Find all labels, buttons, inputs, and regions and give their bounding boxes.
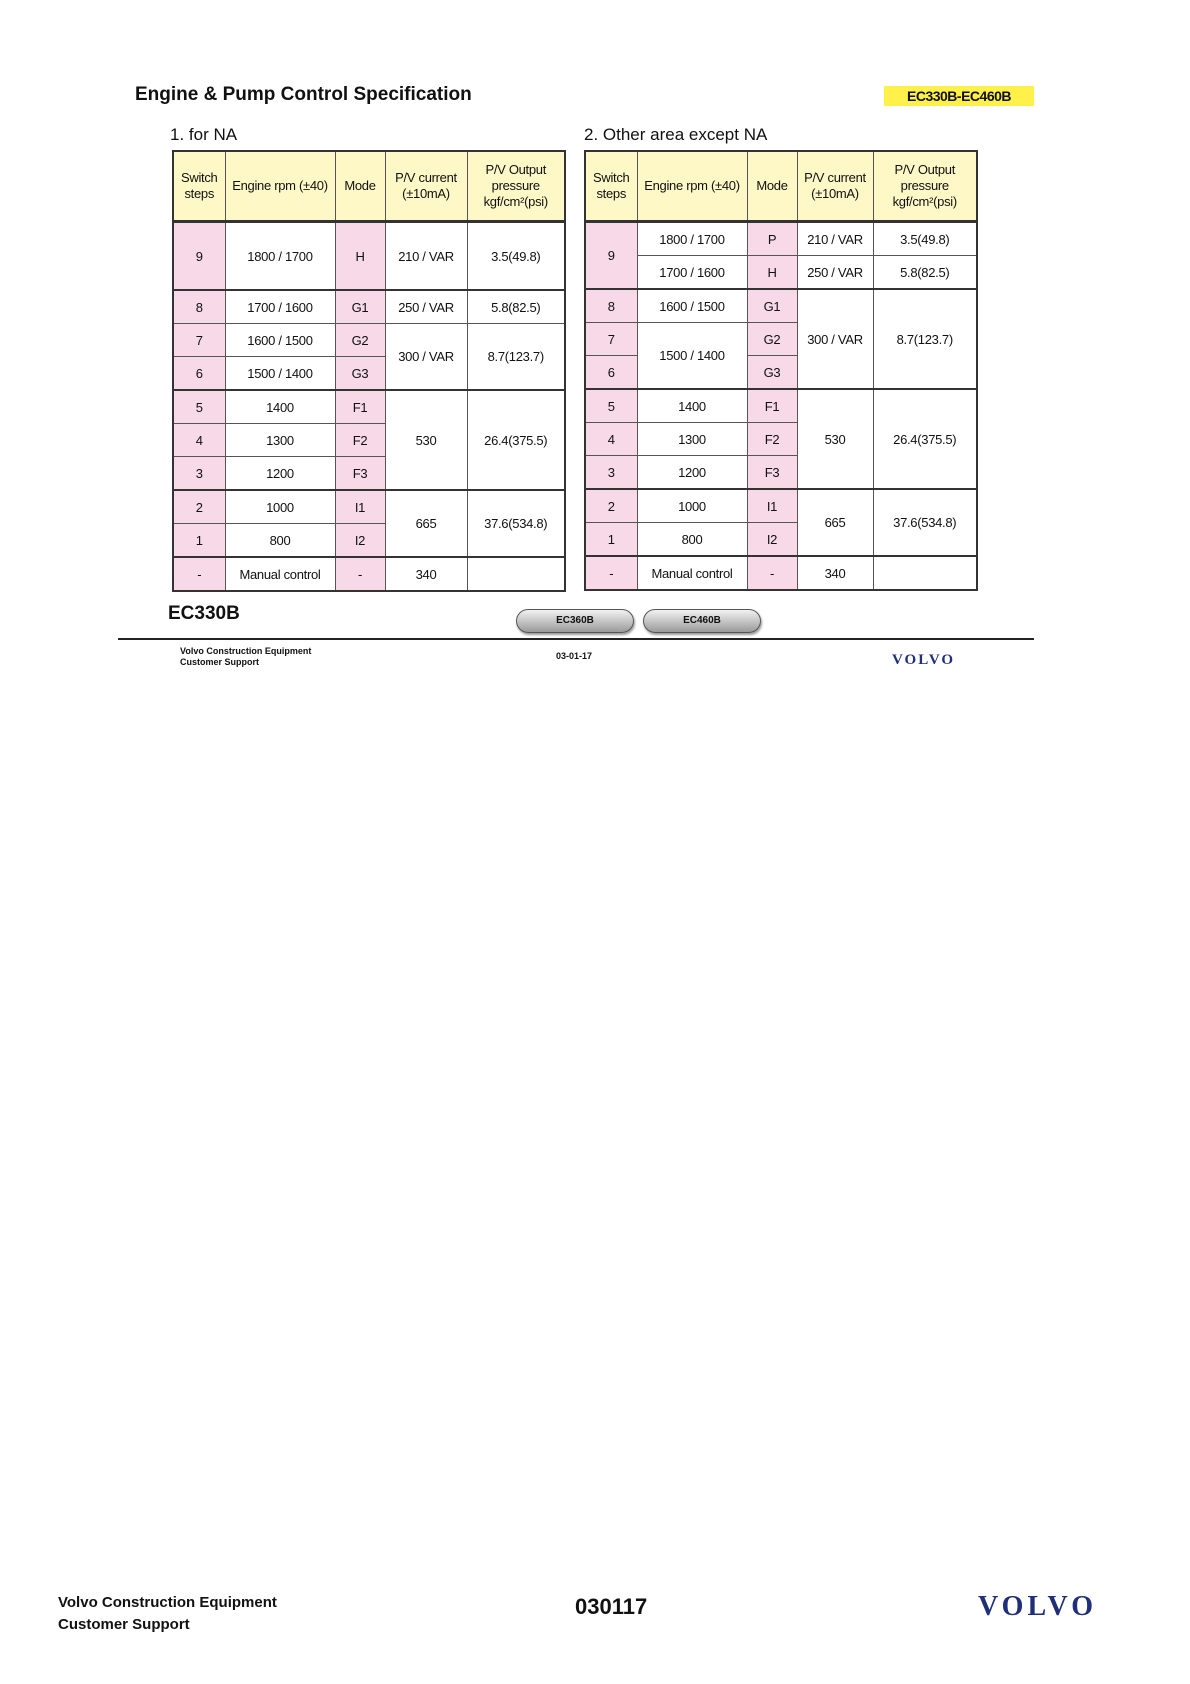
cell-rpm: 1000 <box>637 489 747 523</box>
cell-rpm: 1300 <box>637 423 747 456</box>
cell-mode: - <box>335 557 385 591</box>
cell-step: 7 <box>173 324 225 357</box>
cell-rpm: 1400 <box>637 389 747 423</box>
cell-mode: F3 <box>335 457 385 491</box>
cell-step: 4 <box>173 424 225 457</box>
cell-step: 6 <box>585 356 637 390</box>
cell-step: 8 <box>173 290 225 324</box>
header-pv-output: P/V Output pressure kgf/cm²(psi) <box>467 151 565 222</box>
cell-rpm: 1400 <box>225 390 335 424</box>
cell-step: - <box>173 557 225 591</box>
cell-pressure: 5.8(82.5) <box>467 290 565 324</box>
cell-step: 8 <box>585 289 637 323</box>
table-row <box>585 222 977 256</box>
table-row <box>173 324 565 357</box>
footer-company-line2: Customer Support <box>58 1616 190 1633</box>
cell-mode: G1 <box>335 290 385 324</box>
table-header-row <box>585 151 977 222</box>
cell-step: 3 <box>173 457 225 491</box>
page-number: 030117 <box>575 1594 648 1619</box>
slide-company <box>180 646 311 668</box>
cell-step: 1 <box>585 523 637 557</box>
cell-rpm: Manual control <box>637 556 747 590</box>
cell-rpm: Manual control <box>225 557 335 591</box>
cell-step: 6 <box>173 357 225 391</box>
cell-rpm: 1800 / 1700 <box>225 222 335 291</box>
cell-pressure: 26.4(375.5) <box>873 389 977 489</box>
table-row <box>173 222 565 291</box>
table-row <box>173 290 565 324</box>
cell-mode: I2 <box>335 524 385 558</box>
cell-mode: P <box>747 222 797 256</box>
cell-pressure: 8.7(123.7) <box>873 289 977 389</box>
header-engine-rpm: Engine rpm (±40) <box>225 151 335 222</box>
cell-step: 2 <box>585 489 637 523</box>
cell-step: 3 <box>585 456 637 490</box>
cell-mode: F2 <box>335 424 385 457</box>
slide-company-line2: Customer Support <box>180 657 260 667</box>
header-pv-current: P/V current (±10mA) <box>797 151 873 222</box>
header-pv-current: P/V current (±10mA) <box>385 151 467 222</box>
slide-company-line1: Volvo Construction Equipment <box>180 646 312 656</box>
table-row <box>585 256 977 290</box>
cell-rpm: 800 <box>225 524 335 558</box>
cell-step: 5 <box>173 390 225 424</box>
cell-current: 210 / VAR <box>385 222 467 291</box>
cell-current: 665 <box>797 489 873 556</box>
cell-pressure: 5.8(82.5) <box>873 256 977 290</box>
page-footer-company <box>58 1592 277 1636</box>
cell-mode: - <box>747 556 797 590</box>
cell-mode: F3 <box>747 456 797 490</box>
table-row <box>173 490 565 524</box>
cell-pressure: 37.6(534.8) <box>467 490 565 557</box>
spec-table-na <box>172 150 566 592</box>
page-title: Engine & Pump Control Specification <box>135 84 472 105</box>
footer-company-line1: Volvo Construction Equipment <box>58 1594 277 1611</box>
cell-current: 340 <box>797 556 873 590</box>
cell-mode: I2 <box>747 523 797 557</box>
cell-rpm: 1700 / 1600 <box>225 290 335 324</box>
header-switch-steps: Switch steps <box>585 151 637 222</box>
table-row <box>173 557 565 591</box>
cell-pressure: 3.5(49.8) <box>467 222 565 291</box>
header-engine-rpm: Engine rpm (±40) <box>637 151 747 222</box>
cell-step: - <box>585 556 637 590</box>
cell-step: 2 <box>173 490 225 524</box>
cell-step: 9 <box>173 222 225 291</box>
cell-pressure <box>873 556 977 590</box>
cell-rpm: 1500 / 1400 <box>225 357 335 391</box>
table-row <box>585 289 977 323</box>
volvo-logo: VOLVO <box>978 1591 1097 1622</box>
header-switch-steps: Switch steps <box>173 151 225 222</box>
cell-rpm: 1000 <box>225 490 335 524</box>
table-row <box>585 556 977 590</box>
header-pv-output: P/V Output pressure kgf/cm²(psi) <box>873 151 977 222</box>
cell-rpm: 1800 / 1700 <box>637 222 747 256</box>
cell-mode: F1 <box>335 390 385 424</box>
volvo-logo-small: VOLVO <box>892 652 956 668</box>
header-mode: Mode <box>335 151 385 222</box>
ec360b-button[interactable]: EC360B <box>516 609 634 633</box>
table-header-row <box>173 151 565 222</box>
cell-rpm: 1300 <box>225 424 335 457</box>
table-row <box>585 389 977 423</box>
cell-current: 300 / VAR <box>797 289 873 389</box>
cell-pressure: 26.4(375.5) <box>467 390 565 490</box>
cell-rpm: 1500 / 1400 <box>637 323 747 390</box>
model-label: EC330B <box>168 603 240 624</box>
cell-current: 530 <box>797 389 873 489</box>
cell-mode: G1 <box>747 289 797 323</box>
cell-mode: H <box>747 256 797 290</box>
cell-current: 210 / VAR <box>797 222 873 256</box>
cell-step: 5 <box>585 389 637 423</box>
ec460b-button[interactable]: EC460B <box>643 609 761 633</box>
cell-current: 340 <box>385 557 467 591</box>
cell-rpm: 1200 <box>637 456 747 490</box>
divider <box>118 638 1034 640</box>
cell-current: 665 <box>385 490 467 557</box>
cell-current: 250 / VAR <box>385 290 467 324</box>
cell-rpm: 800 <box>637 523 747 557</box>
cell-mode: I1 <box>335 490 385 524</box>
cell-step: 9 <box>585 222 637 290</box>
cell-mode: G2 <box>747 323 797 356</box>
section-title-na: 1. for NA <box>170 125 238 144</box>
cell-current: 300 / VAR <box>385 324 467 391</box>
model-tag: EC330B-EC460B <box>884 86 1034 106</box>
cell-mode: F1 <box>747 389 797 423</box>
cell-step: 4 <box>585 423 637 456</box>
cell-mode: I1 <box>747 489 797 523</box>
cell-mode: G3 <box>747 356 797 390</box>
cell-step: 7 <box>585 323 637 356</box>
cell-rpm: 1200 <box>225 457 335 491</box>
cell-mode: G2 <box>335 324 385 357</box>
slide-date: 03-01-17 <box>556 651 593 661</box>
cell-pressure: 3.5(49.8) <box>873 222 977 256</box>
section-title-other: 2. Other area except NA <box>584 125 768 144</box>
cell-rpm: 1600 / 1500 <box>637 289 747 323</box>
cell-current: 530 <box>385 390 467 490</box>
cell-mode: G3 <box>335 357 385 391</box>
cell-pressure: 8.7(123.7) <box>467 324 565 391</box>
cell-step: 1 <box>173 524 225 558</box>
header-mode: Mode <box>747 151 797 222</box>
cell-pressure: 37.6(534.8) <box>873 489 977 556</box>
cell-rpm: 1600 / 1500 <box>225 324 335 357</box>
cell-mode: H <box>335 222 385 291</box>
cell-pressure <box>467 557 565 591</box>
cell-rpm: 1700 / 1600 <box>637 256 747 290</box>
table-row <box>585 489 977 523</box>
spec-table-other <box>584 150 978 591</box>
cell-mode: F2 <box>747 423 797 456</box>
table-row <box>173 390 565 424</box>
cell-current: 250 / VAR <box>797 256 873 290</box>
